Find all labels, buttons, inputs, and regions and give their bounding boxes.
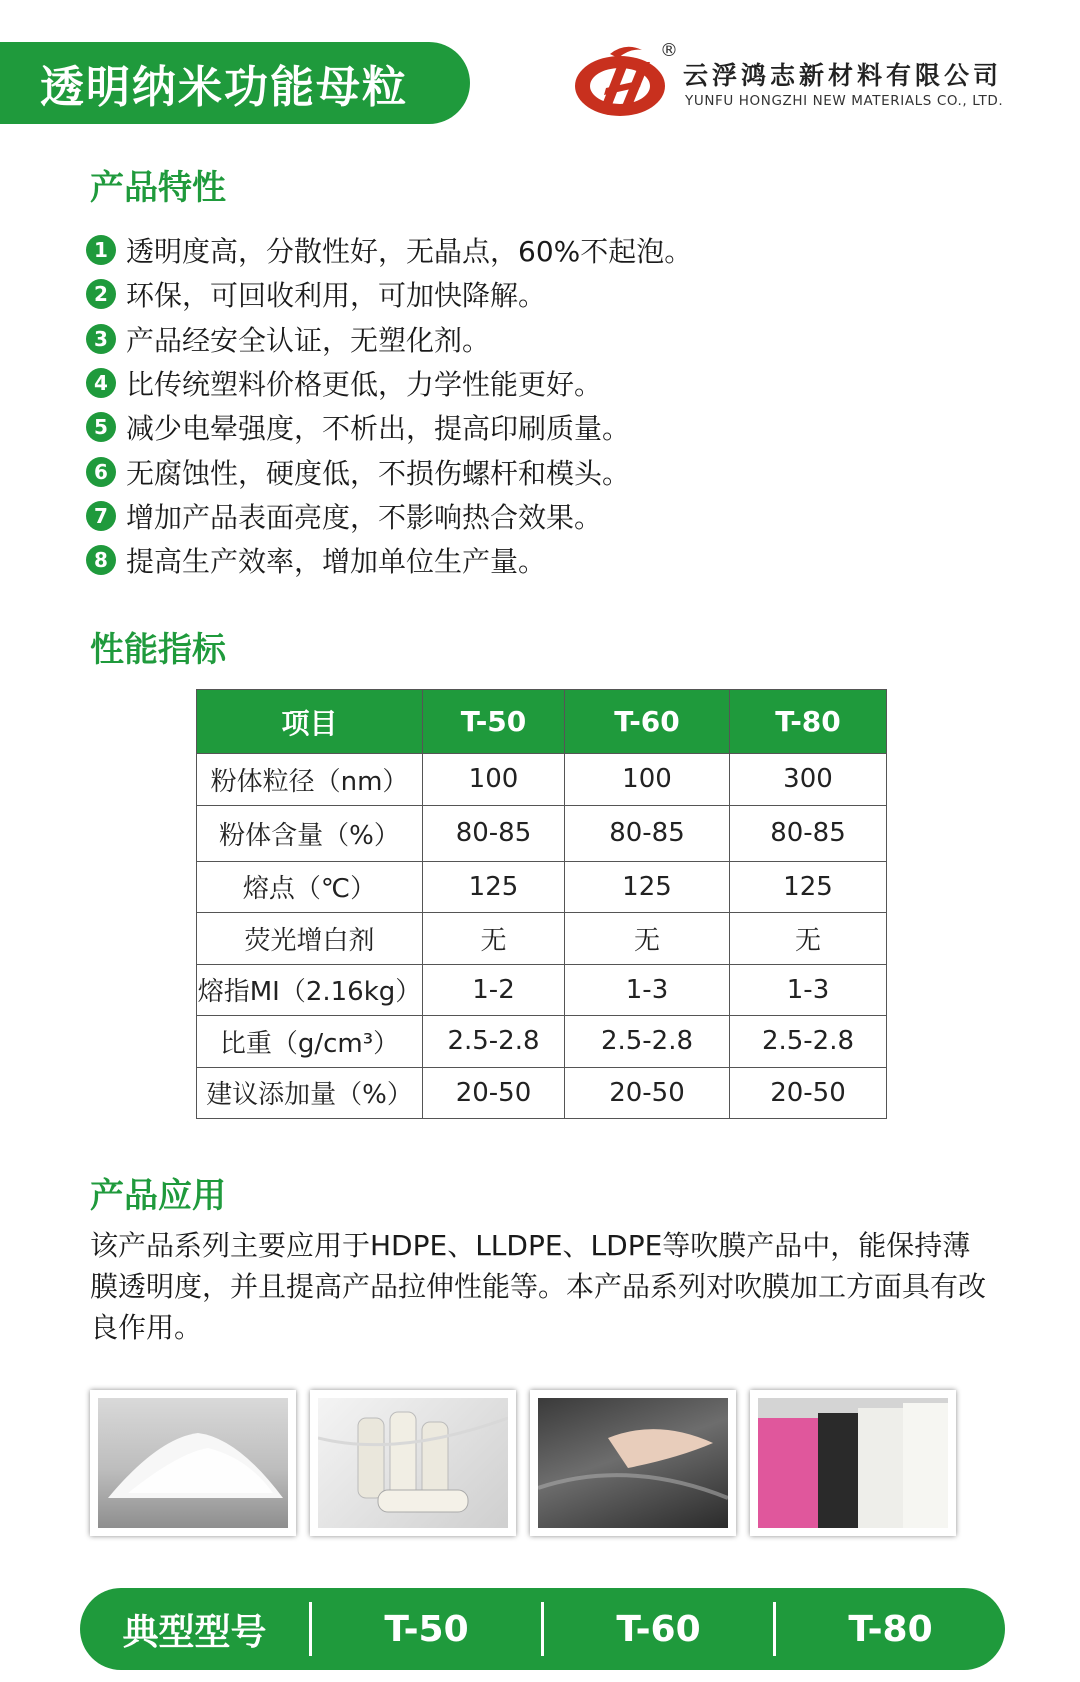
hand-on-film-image <box>538 1398 728 1528</box>
specs-heading: 性能指标 <box>90 630 226 670</box>
table-row <box>197 964 887 1016</box>
feature-item <box>86 538 986 582</box>
feature-item <box>86 361 986 405</box>
number-badge-icon: 7 <box>86 501 116 531</box>
spec-table <box>196 689 887 1119</box>
features-heading: 产品特性 <box>90 168 226 208</box>
table-cell: 2.5-2.8 <box>423 1016 565 1068</box>
table-cell: 125 <box>565 861 730 913</box>
column-header: T-50 <box>423 690 565 754</box>
table-cell: 无 <box>730 913 887 965</box>
feature-item <box>86 228 986 272</box>
product-photos <box>90 1390 975 1536</box>
model-item: T-60 <box>616 1608 701 1650</box>
feature-item <box>86 449 986 493</box>
photo-foam-blocks <box>750 1390 956 1536</box>
feature-item <box>86 405 986 449</box>
feature-item <box>86 272 986 316</box>
company-name-en: YUNFU HONGZHI NEW MATERIALS CO., LTD. <box>685 93 1004 109</box>
table-cell: 100 <box>565 754 730 806</box>
feature-text: 环保，可回收利用，可加快降解。 <box>126 279 547 313</box>
feature-text: 无腐蚀性，硬度低，不损伤螺杆和模头。 <box>126 456 631 490</box>
number-badge-icon: 6 <box>86 457 116 487</box>
film-rolls-image <box>318 1398 508 1528</box>
table-cell: 300 <box>730 754 887 806</box>
model-bar <box>80 1588 1005 1670</box>
title-banner <box>0 42 470 124</box>
table-cell: 无 <box>565 913 730 965</box>
table-row <box>197 1016 887 1068</box>
company-name-cn: 云浮鸿志新材料有限公司 <box>683 61 1003 90</box>
table-row <box>197 1067 887 1119</box>
table-row <box>197 754 887 806</box>
application-heading: 产品应用 <box>90 1176 226 1216</box>
table-cell: 无 <box>423 913 565 965</box>
table-cell: 80-85 <box>730 805 887 861</box>
table-cell: 建议添加量（%） <box>197 1067 423 1119</box>
number-badge-icon: 4 <box>86 368 116 398</box>
column-header: T-80 <box>730 690 887 754</box>
column-header: T-60 <box>565 690 730 754</box>
feature-list <box>86 228 986 582</box>
table-cell: 80-85 <box>423 805 565 861</box>
photo-stretch-film <box>530 1390 736 1536</box>
registered-mark: ® <box>660 40 678 61</box>
feature-text: 提高生产效率，增加单位生产量。 <box>126 545 547 579</box>
table-cell: 粉体含量（%） <box>197 805 423 861</box>
page-title: 透明纳米功能母粒 <box>40 62 408 113</box>
application-text: 该产品系列主要应用于HDPE、LLDPE、LDPE等吹膜产品中，能保持薄膜透明度，并且提高产品拉伸性能等。本产品系列对吹膜加工方面具有改良作用。 <box>90 1229 987 1344</box>
table-cell: 荧光增白剂 <box>197 913 423 965</box>
number-badge-icon: 2 <box>86 279 116 309</box>
table-cell: 1-2 <box>423 964 565 1016</box>
table-row <box>197 805 887 861</box>
table-cell: 20-50 <box>423 1067 565 1119</box>
table-cell: 2.5-2.8 <box>565 1016 730 1068</box>
feature-text: 减少电晕强度，不析出，提高印刷质量。 <box>126 412 631 446</box>
granule-pile-image <box>98 1398 288 1528</box>
table-cell: 125 <box>730 861 887 913</box>
table-cell: 80-85 <box>565 805 730 861</box>
number-badge-icon: 3 <box>86 324 116 354</box>
table-cell: 20-50 <box>565 1067 730 1119</box>
number-badge-icon: 8 <box>86 545 116 575</box>
photo-film-rolls <box>310 1390 516 1536</box>
table-cell: 熔点（℃） <box>197 861 423 913</box>
table-cell: 熔指MI（2.16kg） <box>197 964 423 1016</box>
photo-granules <box>90 1390 296 1536</box>
table-cell: 2.5-2.8 <box>730 1016 887 1068</box>
model-item: T-80 <box>848 1608 933 1650</box>
table-cell: 粉体粒径（nm） <box>197 754 423 806</box>
model-item: T-50 <box>384 1608 469 1650</box>
table-cell: 20-50 <box>730 1067 887 1119</box>
table-row <box>197 913 887 965</box>
table-row <box>197 861 887 913</box>
number-badge-icon: 1 <box>86 235 116 265</box>
table-cell: 1-3 <box>565 964 730 1016</box>
table-cell: 1-3 <box>730 964 887 1016</box>
feature-text: 透明度高，分散性好，无晶点，60%不起泡。 <box>126 235 693 269</box>
table-header-row <box>197 690 887 754</box>
hz-logo-icon <box>570 40 670 122</box>
foam-blocks-image <box>758 1398 948 1528</box>
feature-item <box>86 317 986 361</box>
column-header: 项目 <box>197 690 423 754</box>
feature-text: 产品经安全认证，无塑化剂。 <box>126 323 491 357</box>
number-badge-icon: 5 <box>86 412 116 442</box>
table-cell: 比重（g/cm³） <box>197 1016 423 1068</box>
table-cell: 100 <box>423 754 565 806</box>
feature-item <box>86 494 986 538</box>
feature-text: 比传统塑料价格更低，力学性能更好。 <box>126 368 603 402</box>
table-cell: 125 <box>423 861 565 913</box>
model-label: 典型型号 <box>122 1611 267 1653</box>
feature-text: 增加产品表面亮度，不影响热合效果。 <box>126 500 603 534</box>
